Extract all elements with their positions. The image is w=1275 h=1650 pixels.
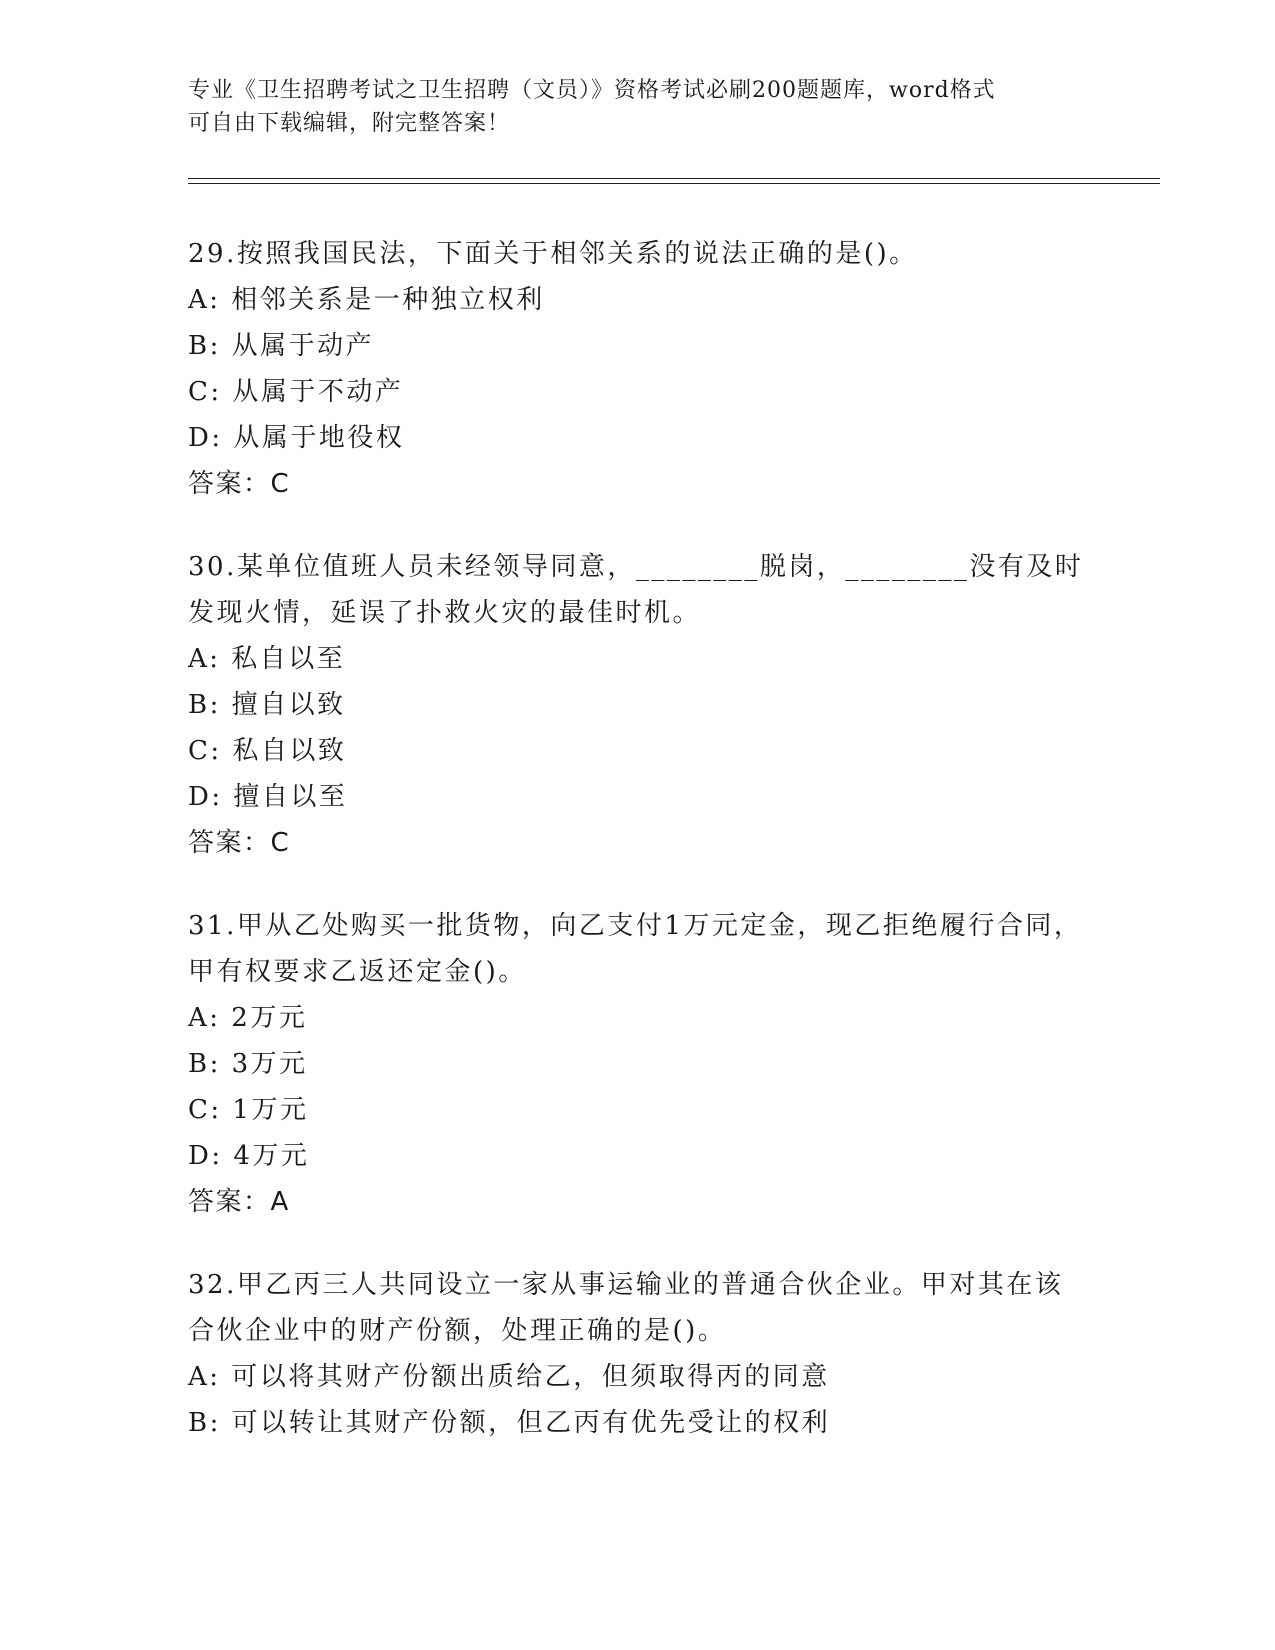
question-31 xyxy=(188,903,1088,1225)
question-stem: 30.某单位值班人员未经领导同意，________脱岗，________没有及时发现火情，延误了扑救火灾的最佳时机。 xyxy=(188,552,1084,628)
option-c: C: 1万元 xyxy=(188,1095,309,1125)
question-29 xyxy=(188,231,1088,507)
option-b: B: 3万元 xyxy=(188,1049,308,1079)
option-a: A: 私自以至 xyxy=(188,644,346,674)
header-divider xyxy=(188,178,1160,179)
option-a: A: 2万元 xyxy=(188,1003,308,1033)
option-c: C: 从属于不动产 xyxy=(188,377,404,407)
header-line-2: 可自由下载编辑，附完整答案！ xyxy=(188,111,511,136)
header-divider-second xyxy=(188,183,1160,184)
option-d: D: 擅自以至 xyxy=(188,782,348,812)
answer: 答案：A xyxy=(188,1187,290,1217)
option-a: A: 可以将其财产份额出质给乙，但须取得丙的同意 xyxy=(188,1362,830,1392)
question-list xyxy=(188,231,1088,1483)
answer: 答案：C xyxy=(188,469,291,499)
page-header xyxy=(188,74,1088,140)
option-c: C: 私自以致 xyxy=(188,736,347,766)
question-30 xyxy=(188,544,1088,866)
option-b: B: 擅自以致 xyxy=(188,690,346,720)
option-d: D: 4万元 xyxy=(188,1141,310,1171)
question-stem: 29.按照我国民法，下面关于相邻关系的说法正确的是()。 xyxy=(188,239,918,269)
answer: 答案：C xyxy=(188,828,291,858)
question-32 xyxy=(188,1262,1088,1446)
header-line-1: 专业《卫生招聘考试之卫生招聘（文员）》资格考试必刷200题题库，word格式 xyxy=(188,78,996,103)
option-b: B: 可以转让其财产份额，但乙丙有优先受让的权利 xyxy=(188,1408,831,1438)
option-a: A: 相邻关系是一种独立权利 xyxy=(188,285,545,315)
option-d: D: 从属于地役权 xyxy=(188,423,405,453)
question-stem: 32.甲乙丙三人共同设立一家从事运输业的普通合伙企业。甲对其在该合伙企业中的财产份额，处理正确的是()。 xyxy=(188,1270,1064,1346)
question-stem: 31.甲从乙处购买一批货物，向乙支付1万元定金，现乙拒绝履行合同，甲有权要求乙返还定金()。 xyxy=(188,911,1083,987)
option-b: B: 从属于动产 xyxy=(188,331,375,361)
